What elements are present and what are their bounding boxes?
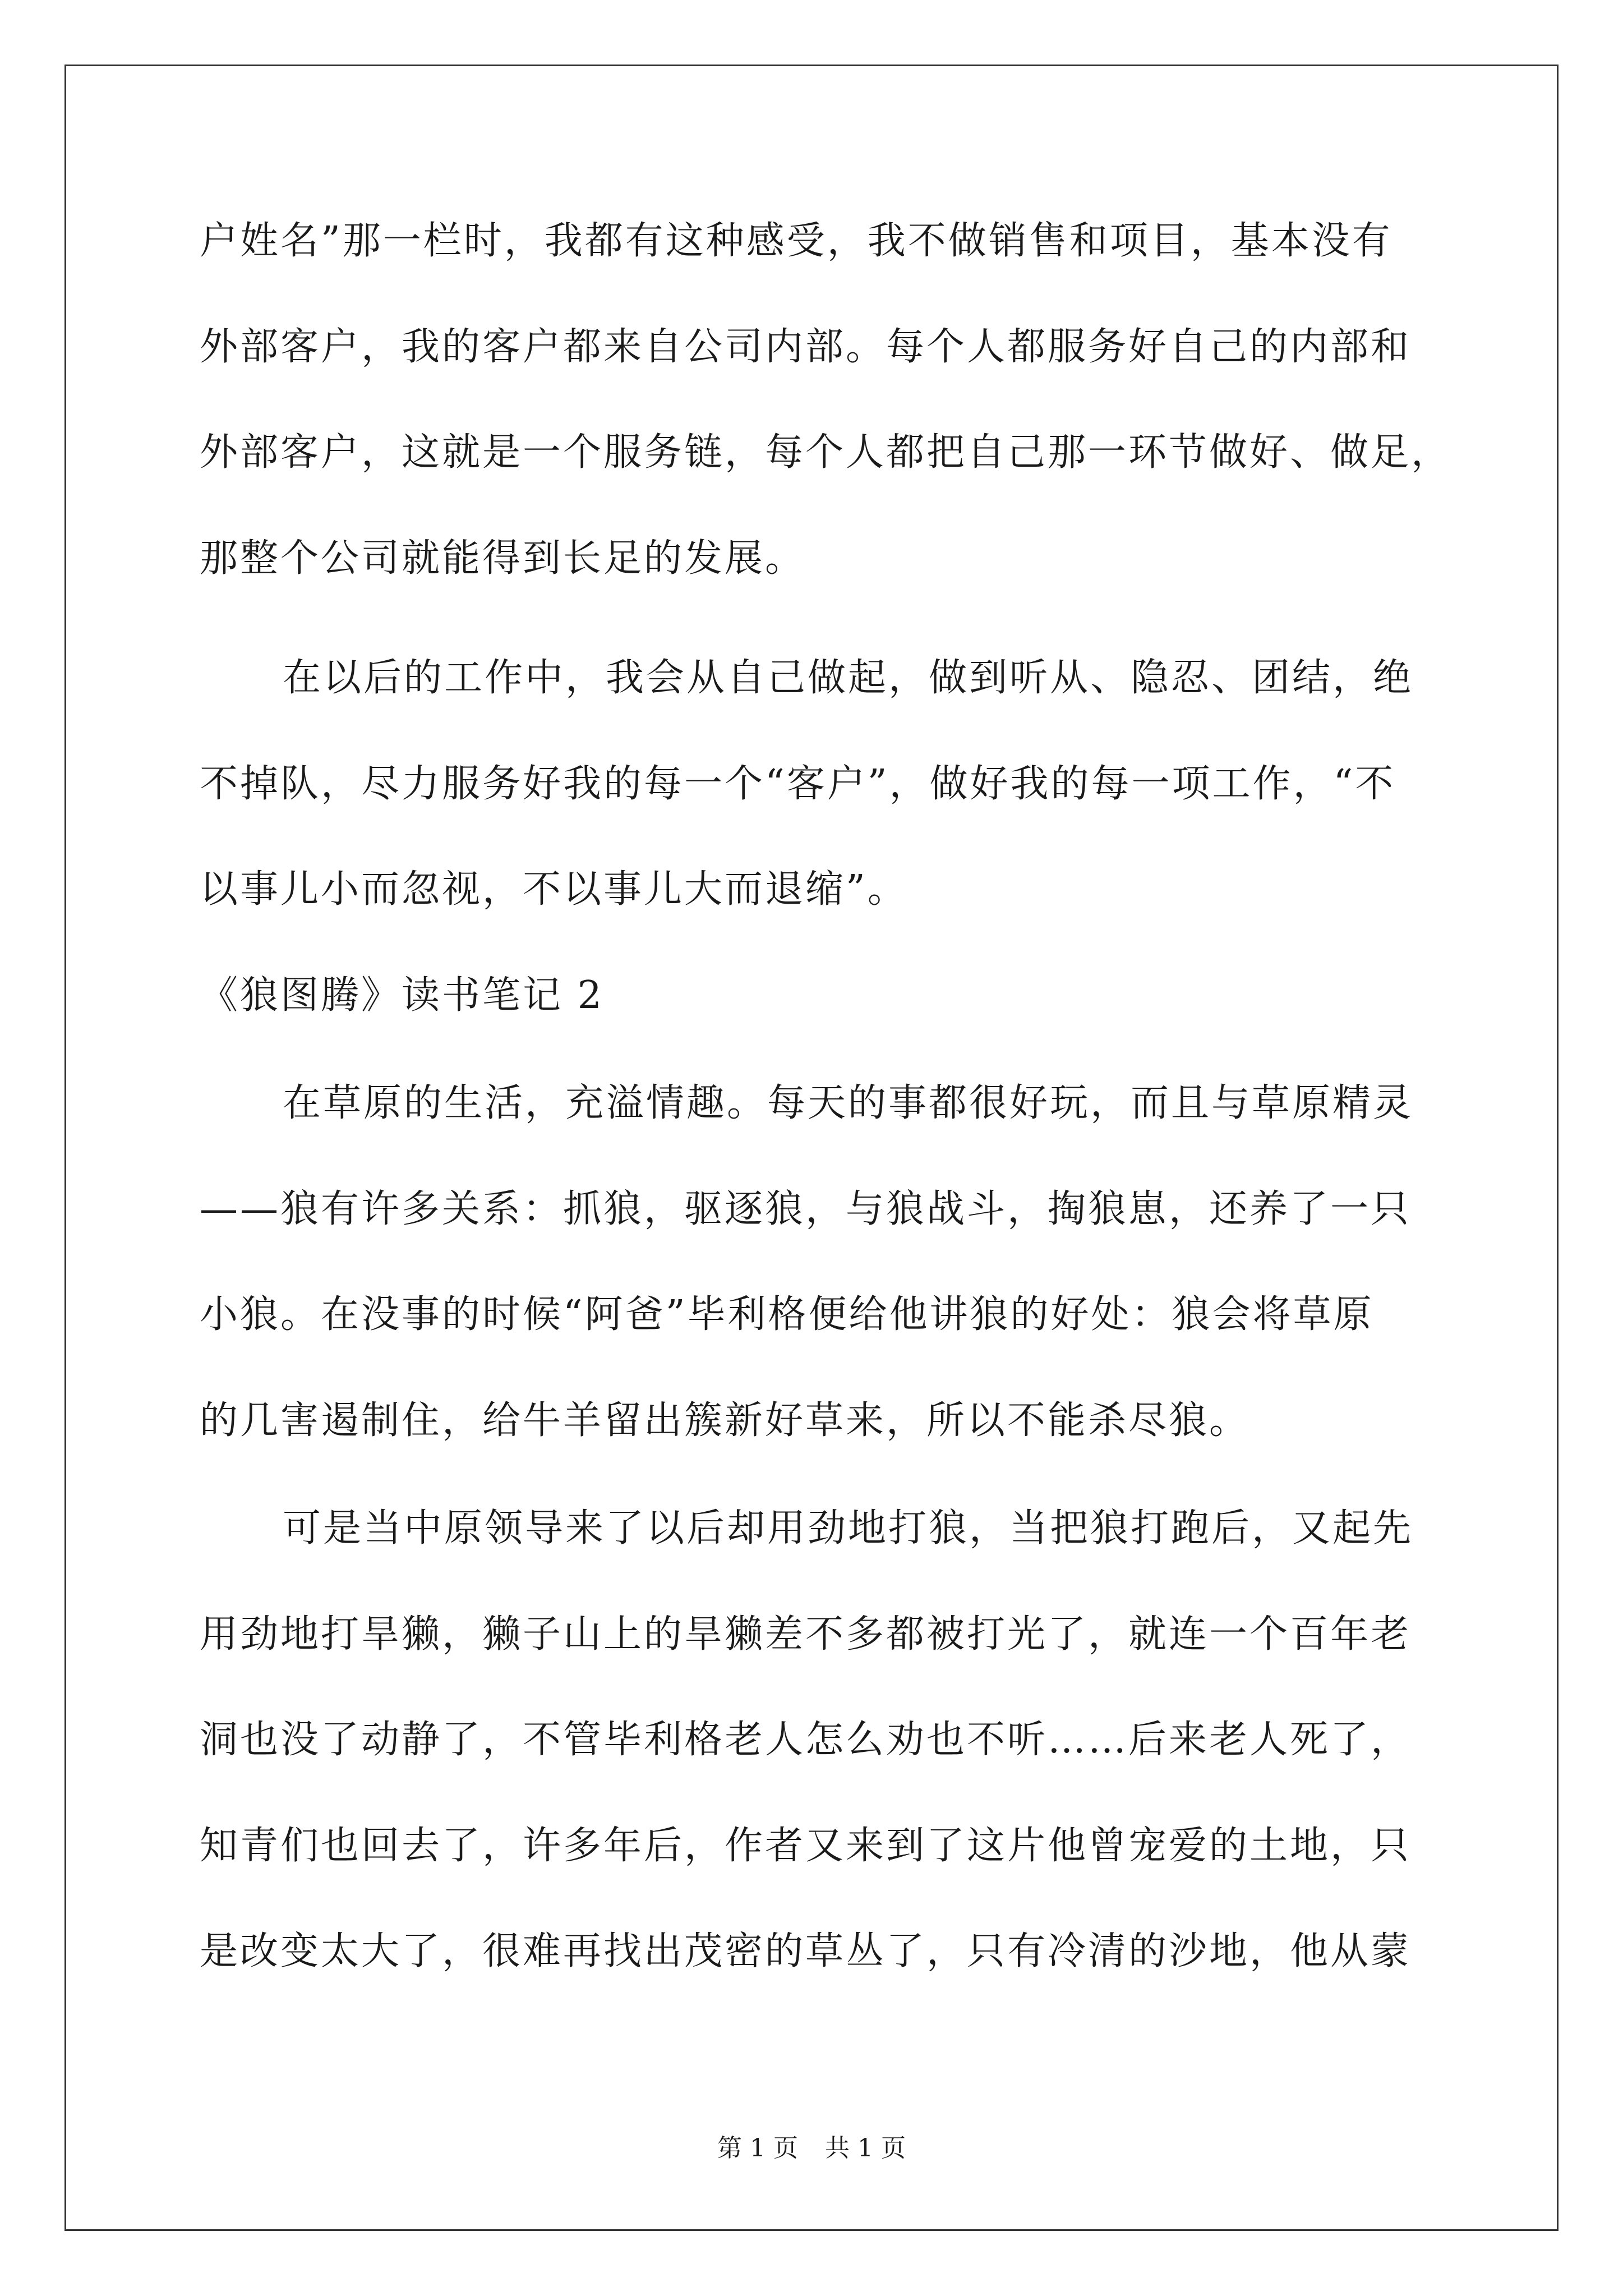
text-line: 在以后的工作中，我会从自己做起，做到听从、隐忍、团结，绝	[283, 656, 1414, 700]
text-line: 是改变太大了，很难再找出茂密的草丛了，只有冷清的沙地，他从蒙	[200, 1929, 1412, 1973]
section-heading: 《狼图腾》读书笔记 2	[200, 973, 604, 1018]
text-line: 洞也没了动静了，不管毕利格老人怎么劝也不听……后来老人死了，	[200, 1718, 1412, 1762]
text-line: 外部客户，这就是一个服务链，每个人都把自己那一环节做好、做足，	[200, 430, 1452, 475]
text-line: 的几害遏制住，给牛羊留出簇新好草来，所以不能杀尽狼。	[200, 1398, 1250, 1443]
page-footer	[0, 2133, 1623, 2164]
text-line: 在草原的生活，充溢情趣。每天的事都很好玩，而且与草原精灵	[283, 1081, 1414, 1125]
page-border	[64, 65, 1559, 2231]
text-line: 那整个公司就能得到长足的发展。	[200, 536, 806, 581]
text-line: 小狼。在没事的时候“阿爸”毕利格便给他讲狼的好处：狼会将草原	[200, 1292, 1374, 1337]
text-line: 不掉队，尽力服务好我的每一个“客户”，做好我的每一项工作，“不	[200, 762, 1396, 806]
text-line: 外部客户，我的客户都来自公司内部。每个人都服务好自己的内部和	[200, 325, 1412, 369]
text-line: ——狼有许多关系：抓狼，驱逐狼，与狼战斗，掏狼崽，还养了一只	[200, 1187, 1412, 1231]
text-line: 以事儿小而忽视，不以事儿大而退缩”。	[200, 867, 908, 912]
text-line: 用劲地打旱獭，獭子山上的旱獭差不多都被打光了，就连一个百年老	[200, 1612, 1412, 1657]
text-line: 户姓名”那一栏时，我都有这种感受，我不做销售和项目，基本没有	[200, 219, 1393, 263]
text-line: 知青们也回去了，许多年后，作者又来到了这片他曾宠爱的土地，只	[200, 1824, 1412, 1868]
page-count: 共 1 页	[825, 2134, 906, 2162]
text-line: 可是当中原领导来了以后却用劲地打狼，当把狼打跑后，又起先	[283, 1506, 1414, 1550]
page-number: 第 1 页	[717, 2134, 798, 2162]
